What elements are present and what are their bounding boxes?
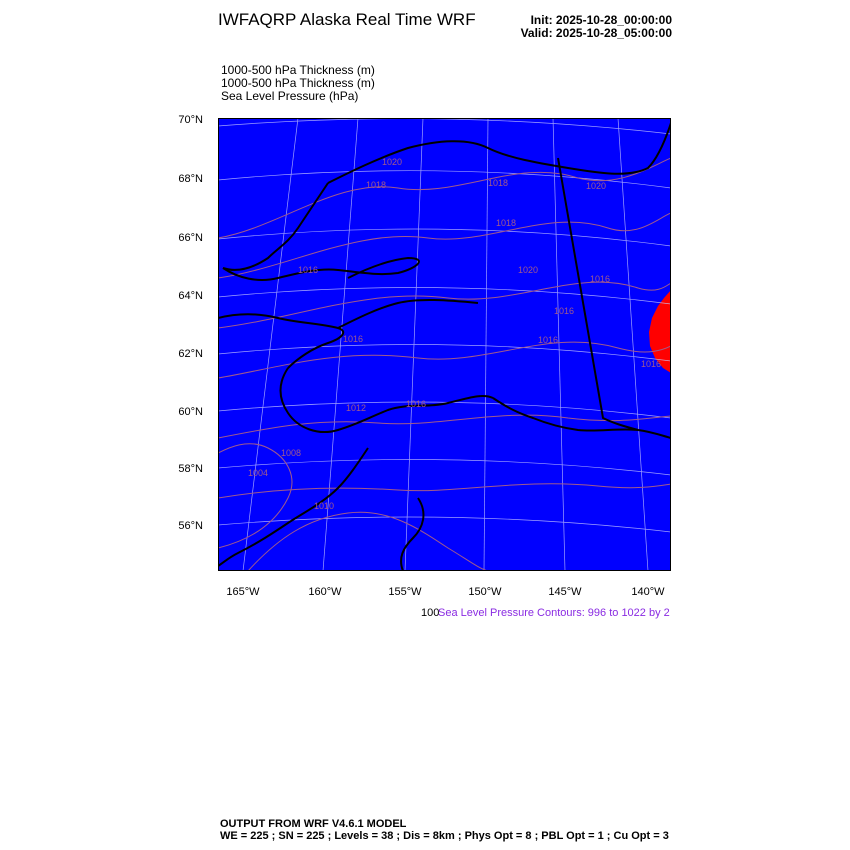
contour-label: 1016: [641, 359, 662, 369]
contour-label: 1020: [586, 181, 607, 191]
contour-label: 1016: [343, 334, 364, 344]
lon-label-150: 150°W: [468, 586, 502, 598]
lat-label-66: 66°N: [178, 232, 203, 244]
contour-label: 1018: [496, 218, 517, 228]
plot-title: IWFAQRP Alaska Real Time WRF: [218, 10, 476, 29]
lat-label-56: 56°N: [178, 520, 203, 532]
contour-label: 1020: [518, 265, 539, 275]
contour-label: 1016: [406, 399, 427, 409]
valid-time: Valid: 2025-10-28_05:00:00: [520, 26, 672, 40]
lon-label-165: 165°W: [226, 586, 260, 598]
contour-label: 1016: [590, 274, 611, 284]
legend-thickness-2: 1000-500 hPa Thickness (m): [221, 76, 375, 90]
lat-label-70: 70°N: [178, 114, 203, 126]
lat-label-62: 62°N: [178, 348, 203, 360]
contour-label: 1016: [298, 265, 319, 275]
lon-label-140: 140°W: [631, 586, 665, 598]
lat-label-60: 60°N: [178, 406, 203, 418]
init-time: Init: 2025-10-28_00:00:00: [530, 13, 672, 27]
legend-thickness-1: 1000-500 hPa Thickness (m): [221, 63, 375, 77]
map-plot: [218, 118, 671, 571]
legend-slp: Sea Level Pressure (hPa): [221, 89, 359, 103]
lat-label-58: 58°N: [178, 463, 203, 475]
contour-number: 100: [421, 607, 440, 619]
lon-label-160: 160°W: [308, 586, 342, 598]
contour-label: 1016: [554, 306, 575, 316]
contour-label: 1008: [281, 448, 302, 458]
contour-label: 1018: [366, 180, 387, 190]
contour-label: 1020: [382, 157, 403, 167]
contour-label: 1004: [248, 468, 269, 478]
lon-label-145: 145°W: [548, 586, 582, 598]
contour-label: 1018: [488, 178, 509, 188]
footer-model: OUTPUT FROM WRF V4.6.1 MODEL: [220, 818, 407, 830]
contour-info: Sea Level Pressure Contours: 996 to 1022 by 2: [438, 607, 670, 619]
contour-label: 1010: [314, 501, 335, 511]
lat-label-68: 68°N: [178, 173, 203, 185]
lat-label-64: 64°N: [178, 290, 203, 302]
lon-label-155: 155°W: [388, 586, 422, 598]
contour-label: 1012: [346, 403, 367, 413]
footer-config: WE = 225 ; SN = 225 ; Levels = 38 ; Dis = 8km ; Phys Opt = 8 ; PBL Opt = 1 ; Cu Opt = 3: [220, 830, 669, 842]
contour-label: 1016: [538, 335, 559, 345]
